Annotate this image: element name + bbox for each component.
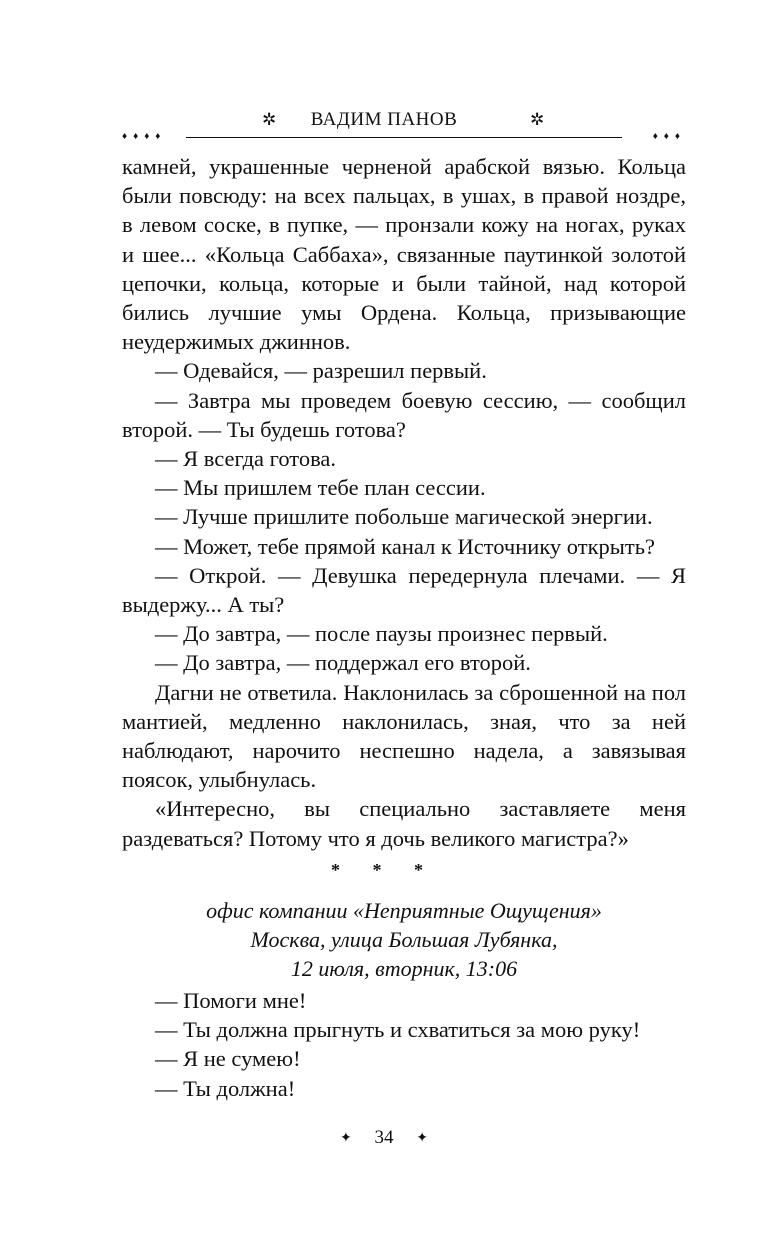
page-number: 34 [374, 1127, 394, 1148]
rule-line [186, 137, 622, 138]
paragraph: — До завтра, — поддержал его второй. [155, 650, 531, 676]
dialog-line: — Ты должна! [155, 1075, 296, 1101]
dialog-line: — Помоги мне! [155, 988, 307, 1013]
paragraph: — Может, тебе прямой канал к Источнику открыть? [155, 533, 655, 559]
dialog-line: — Я не сумею! [155, 1046, 301, 1072]
paragraph: «Интересно, вы специально заставляете меня раздеваться? Потому что я дочь великого магистра?» [122, 796, 686, 851]
header-star-left-icon: ✲ [262, 110, 277, 129]
paragraph: — Мы пришлем тебе план сессии. [155, 475, 486, 501]
header-star-right-icon: ✲ [530, 110, 545, 129]
scene-location: офис компании «Неприятные Ощущения» [206, 898, 602, 923]
paragraph: Дагни не ответила. Наклонилась за сброшенной на пол мантией, медленно наклонилась, зная, что за ней наблюдают, нарочито неспешно надела, а завязывая поясок, улыбнулась. [122, 679, 686, 793]
body-text [122, 152, 686, 853]
rule-diamonds-right-icon: ♦♦♦ [652, 131, 686, 142]
paragraph: — Я всегда готова. [155, 446, 337, 472]
dialog-line: — Ты должна прыгнуть и схватиться за мою руку! [155, 1017, 641, 1043]
scene-address: Москва, улица Большая Лубянка, [250, 927, 558, 952]
page-footer [0, 1124, 768, 1153]
paragraph: — Завтра мы проведем боевую сессию, — сообщил второй. — Ты будешь готова? [122, 387, 686, 442]
paragraph: — Открой. — Девушка передернула плечами. — Я выдержу... А ты? [122, 562, 686, 618]
scene-heading [122, 896, 686, 983]
paragraph: камней, украшенные черненой арабской вязью. Кольца были повсюду: на всех пальцах, в ушах, в правой ноздре, в левом соске, в пупке, — пронзали кожу на ногах, руках и шее... «Кольца Саббаха», связанные паутинкой золотой цепочки, кольца, которые и были тайной, над которой бились лучшие умы Ордена. Кольца, призывающие неудержимых джиннов. [122, 154, 686, 355]
paragraph: — До завтра, — после паузы произнес первый. [155, 621, 608, 647]
footer-star-left-icon: ✦ [340, 1130, 352, 1146]
header-author-name: ВАДИМ ПАНОВ [310, 109, 458, 130]
header-rule [122, 131, 686, 142]
footer-star-right-icon: ✦ [416, 1130, 428, 1146]
paragraph: — Одевайся, — разрешил первый. [155, 358, 487, 384]
scene-datetime: 12 июля, вторник, 13:06 [290, 956, 518, 981]
rule-diamonds-left-icon: ♦♦♦♦ [122, 131, 167, 142]
section-separator: * * * [331, 860, 437, 880]
dialog-block [122, 986, 686, 1103]
paragraph: — Лучше пришлите побольше магической энергии. [155, 504, 653, 530]
